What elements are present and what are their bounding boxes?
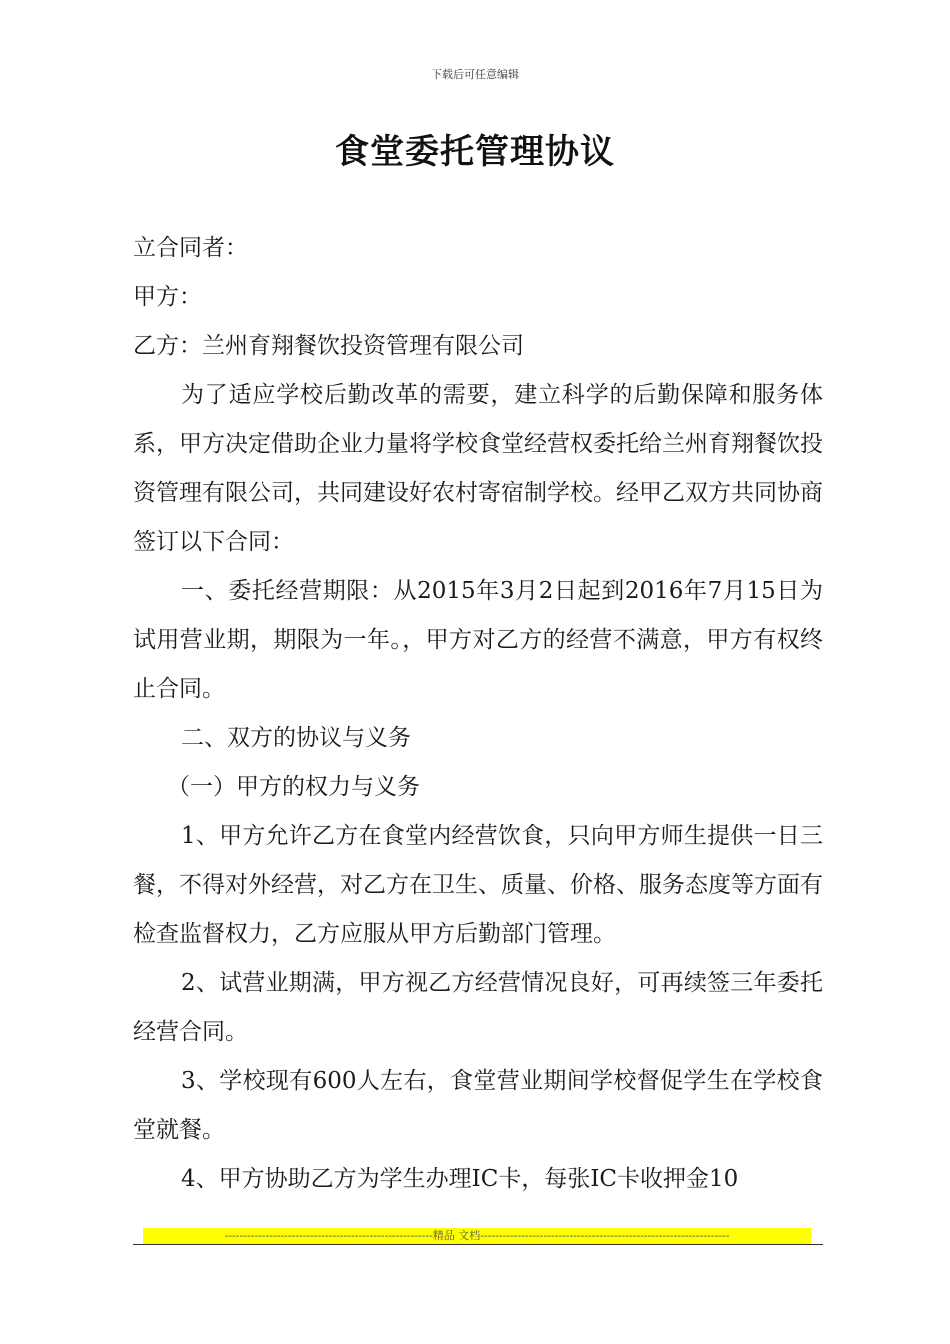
subsection-heading-party-a: （一）甲方的权力与义务 [167,774,420,800]
document-body [133,224,823,1204]
footer-rule [133,1244,823,1245]
paragraph-clause-2: 2、试营业期满，甲方视乙方经营情况良好，可再续签三年委托经营合同。 [133,970,823,1045]
footer-band: --------------------------------------------------------精品 文档------------------------------------------------------------------- [143,1228,811,1244]
paragraph-party-a: 甲方： [133,284,202,310]
header-note: 下载后可任意编辑 [431,68,519,81]
paragraph-clause-1: 1、甲方允许乙方在食堂内经营饮食，只向甲方师生提供一日三餐，不得对外经营，对乙方在卫生、质量、价格、服务态度等方面有检查监督权力，乙方应服从甲方后勤部门管理。 [133,823,823,947]
paragraph-term: 一、委托经营期限：从2015年3月2日起到2016年7月15日为试用营业期，期限为一年。，甲方对乙方的经营不满意，甲方有权终止合同。 [133,578,823,702]
paragraph-clause-4: 4、甲方协助乙方为学生办理IC卡，每张IC卡收押金10 [181,1166,739,1192]
paragraph-preamble: 为了适应学校后勤改革的需要，建立科学的后勤保障和服务体系，甲方决定借助企业力量将学校食堂经营权委托给兰州育翔餐饮投资管理有限公司，共同建设好农村寄宿制学校。经甲乙双方共同协商签订以下合同： [133,382,823,555]
paragraph-party-b: 乙方：兰州育翔餐饮投资管理有限公司 [133,333,524,359]
paragraph-clause-3: 3、学校现有600人左右，食堂营业期间学校督促学生在学校食堂就餐。 [133,1068,823,1143]
section-heading-rights: 二、双方的协议与义务 [181,725,411,751]
document-title: 食堂委托管理协议 [335,132,615,172]
paragraph-parties-heading: 立合同者： [133,235,248,261]
